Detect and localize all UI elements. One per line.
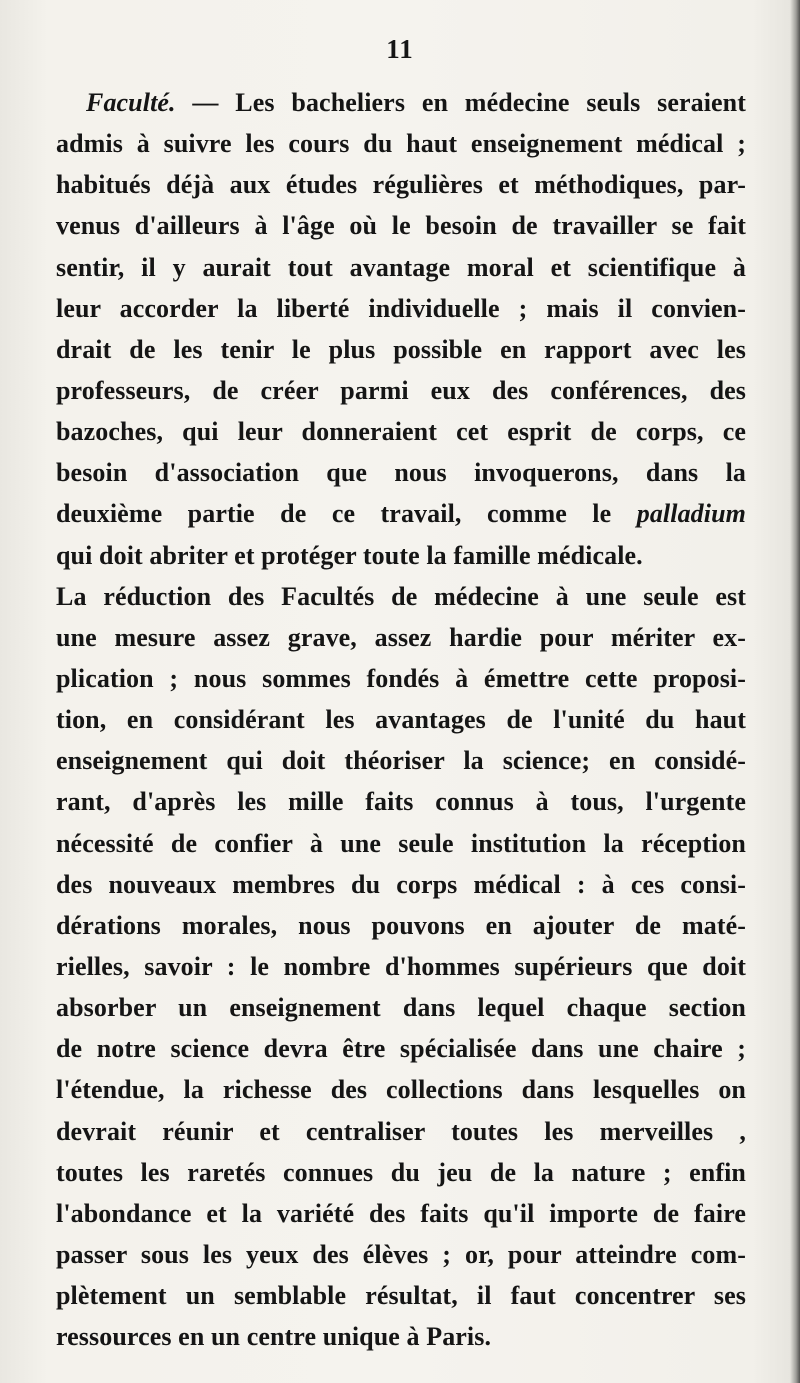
- page-edge-shadow: [790, 0, 800, 1383]
- text-line: rielles, savoir : le nombre d'hommes supérieurs que doit: [56, 951, 746, 981]
- text-line: professeurs, de créer parmi eux des conférences, des: [56, 375, 746, 405]
- text-line: une mesure assez grave, assez hardie pour mériter ex-: [56, 622, 746, 652]
- text-line: enseignement qui doit théoriser la science; en considé-: [56, 746, 746, 776]
- text-line: tion, en considérant les avantages de l'unité du haut: [56, 705, 746, 735]
- text-line: plètement un semblable résultat, il faut concentrer ses: [56, 1281, 746, 1311]
- text-line: absorber un enseignement dans lequel chaque section: [56, 993, 746, 1023]
- text-line: leur accorder la liberté individuelle ; mais il convien-: [56, 293, 746, 323]
- text-line: dérations morales, nous pouvons en ajouter de maté-: [56, 910, 746, 940]
- italic-word: palladium: [636, 499, 746, 529]
- text-line: passer sous les yeux des élèves ; or, pour atteindre com-: [56, 1239, 746, 1269]
- body-text: [56, 82, 746, 1357]
- text-line: besoin d'association que nous invoquerons, dans la: [56, 458, 746, 488]
- text-line: habitués déjà aux études régulières et méthodiques, par-: [56, 170, 746, 200]
- text-line: qui doit abriter et protéger toute la famille médicale.: [56, 540, 643, 570]
- text-line: des nouveaux membres du corps médical : à ces consi-: [56, 869, 746, 899]
- text-line: drait de les tenir le plus possible en rapport avec les: [56, 334, 746, 364]
- text-line: Faculté. — Les bacheliers en médecine seuls seraient: [86, 88, 746, 117]
- text-line: l'étendue, la richesse des collections dans lesquelles on: [56, 1075, 746, 1105]
- text-line: toutes les raretés connues du jeu de la nature ; enfin: [56, 1157, 746, 1187]
- text-line: admis à suivre les cours du haut enseignement médical ;: [56, 129, 746, 159]
- text-line: nécessité de confier à une seule institution la réception: [56, 828, 746, 858]
- text-line: plication ; nous sommes fondés à émettre cette proposi-: [56, 663, 746, 693]
- text-line: ressources en un centre unique à Paris.: [56, 1322, 492, 1352]
- text-line: l'abondance et la variété des faits qu'il importe de faire: [56, 1198, 746, 1228]
- text-line: devrait réunir et centraliser toutes les merveilles ,: [56, 1116, 746, 1146]
- text-line: bazoches, qui leur donneraient cet esprit de corps, ce: [56, 417, 746, 447]
- text-line: sentir, il y aurait tout avantage moral et scientifique à: [56, 252, 746, 282]
- text-line: deuxième partie de ce travail, comme le palladium: [56, 499, 746, 529]
- text-line: de notre science devra être spécialisée dans une chaire ;: [56, 1034, 746, 1064]
- text-line: rant, d'après les mille faits connus à tous, l'urgente: [56, 787, 746, 817]
- page-number: 11: [386, 34, 414, 64]
- text-line: venus d'ailleurs à l'âge où le besoin de travailler se fait: [56, 211, 746, 241]
- italic-heading: Faculté.: [86, 88, 176, 117]
- text-line: La réduction des Facultés de médecine à une seule est: [56, 581, 746, 611]
